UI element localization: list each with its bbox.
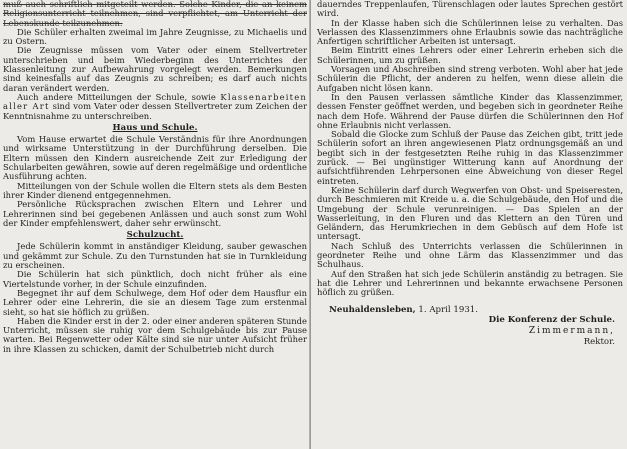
mitteilungen-part-a: Auch andere Mitteilungen der Schule, sowie bbox=[17, 91, 216, 102]
struck-religion-paragraph: muß auch schriftlich mitgeteilt werden. Solche Kinder, die an keinem Religionsunterricht teilnehmen, sind verpflichtet, am Unterricht der Lebenskunde teilzunehmen. bbox=[3, 0, 307, 28]
paragraph-schluss: Nach Schluß des Unterrichts verlassen die Schülerinnen in geordneter Reihe und ohne Lärm das Klassenzimmer und das Schulhaus. bbox=[317, 240, 623, 270]
signature-conference: Die Konferenz der Schule. bbox=[488, 314, 615, 325]
left-page bbox=[0, 0, 311, 449]
paragraph-pausen: In den Pausen verlassen sämtliche Kinder das Klassenzimmer, dessen Fenster geöffnet werden, und begeben sich in geordneter Reihe nach dem Hofe. Während der Pause dürfen die Schülerinnen den Hof ohne Erlaubnis nicht verlassen. bbox=[317, 91, 623, 130]
mitteilungen-spaced-phrase: Klassenarbeiten aller Art bbox=[3, 91, 307, 112]
paragraph-glocke: Sobald die Glocke zum Schluß der Pause das Zeichen gibt, tritt jede Schülerin sofort an ihren angewiesenen Platz ordnungsgemäß an und begibt sich in der festgesetzten Reihe ruhig in das Klassenzimmer zurück. — Bei ungünstiger Witterung kann auf Anordnung der aufsichtführenden Lehrpersonen eine Abweichung von dieser Regel eintreten. bbox=[317, 129, 623, 186]
signature-name: Zimmermann, bbox=[528, 325, 615, 336]
signature-title: Rektor. bbox=[583, 336, 615, 347]
right-column-text bbox=[317, 0, 623, 348]
right-page bbox=[311, 0, 627, 449]
mitteilungen-part-b: sind vom Vater oder dessen Stellvertreter zum Zeichen der Kenntnisnahme zu unterschreiben. bbox=[3, 101, 307, 121]
paragraph-zucht-4: Haben die Kinder erst in der 2. oder einer anderen späteren Stunde Unterricht, müssen sie ruhig vor dem Schulgebäude bis zur Pause warten. Bei Regenwetter oder Kälte sind sie nur unter Aufsicht früher in ihre Klassen zu schicken, damit der Schulbetrieb nicht durch bbox=[3, 315, 307, 354]
paragraph-zucht-1: Jede Schülerin kommt in anständiger Kleidung, sauber gewaschen und gekämmt zur Schule. Zu den Turnstunden hat sie in Turnkleidung zu erscheinen. bbox=[3, 241, 307, 271]
paragraph-unterschrift: Die Zeugnisse müssen vom Vater oder einem Stellvertreter unterschrieben und beim Wiederbeginn des Unterrichtes der Klassenleitung zur Aufbewahrung vorgelegt werden. Bemerkungen sind keinesfalls auf das Zeugnis zu schreiben; es darf auch nichts daran verändert werden. bbox=[3, 45, 307, 93]
paragraph-eintritt: Beim Eintritt eines Lehrers oder einer Lehrerin erheben sich die Schülerinnen, um zu grüßen. bbox=[317, 45, 623, 65]
heading-schulzucht: Schulzucht. bbox=[126, 230, 184, 241]
paragraph-klasse: In der Klasse haben sich die Schülerinnen leise zu verhalten. Das Verlassen des Klassenzimmers ohne Erlaubnis sowie das nachträgliche Anfertigen schriftlicher Arbeiten ist untersagt. bbox=[317, 17, 623, 47]
signature-block bbox=[317, 315, 623, 348]
paragraph-verunreinigen: Keine Schülerin darf durch Wegwerfen von Obst- und Speiseresten, durch Beschmieren mit Kreide u. a. die Schulgebäude, den Hof und die Umgebung der Schule verunreinigen. — Das Spielen an der Wasserleitung, in den Fluren und das Klettern an den Türen und Geländern, das Herumkriechen in dem Gebüsch auf dem Hofe ist untersagt. bbox=[317, 184, 623, 242]
paragraph-mitteilungen bbox=[3, 93, 307, 121]
paragraph-haus-3: Persönliche Rücksprachen zwischen Eltern und Lehrer und Lehrerinnen sind bei gegebenen Anlässen und auch sonst zum Wohl der Kinder empfehlenswert, daher sehr erwünscht. bbox=[3, 199, 307, 228]
paragraph-haus-2: Mitteilungen von der Schule wollen die Eltern stets als dem Besten ihrer Kinder dienend entgegennehmen. bbox=[3, 180, 307, 200]
paragraph-zucht-3: Begegnet ihr auf dem Schulwege, dem Hof oder dem Hausflur ein Lehrer oder eine Lehrerin, die sie an diesem Tage zum erstenmal sieht, so hat sie höflich zu grüßen. bbox=[3, 287, 307, 317]
place-name: Neuhaldensleben, bbox=[329, 304, 416, 315]
paragraph-zeugnisse: Die Schüler erhalten zweimal im Jahre Zeugnisse, zu Michaelis und zu Ostern. bbox=[3, 26, 307, 47]
left-column-text bbox=[3, 0, 307, 354]
paragraph-strassen: Auf den Straßen hat sich jede Schülerin anständig zu betragen. Sie hat die Lehrer und Lehrerinnen und bekannte erwachsene Personen höflich zu grüßen. bbox=[317, 268, 623, 298]
paragraph-continuation: dauerndes Treppenlaufen, Türenschlagen oder lautes Sprechen gestört wird. bbox=[317, 0, 623, 19]
paragraph-vorsagen: Vorsagen und Abschreiben sind streng verboten. Wohl aber hat jede Schülerin die Pflicht, der anderen zu helfen, wenn diese allein die Aufgaben nicht lösen kann. bbox=[317, 64, 623, 93]
date: 1. April 1931. bbox=[418, 304, 478, 315]
place-date-line bbox=[317, 306, 623, 315]
paragraph-haus-1: Vom Hause erwartet die Schule Verständnis für ihre Anordnungen und wirksame Unterstützung in der Durchführung derselben. Die Eltern müssen den Kindern ausreichende Zeit zur Erledigung der Schularbeiten gewähren, sowie auf deren regelmäßige und ordentliche Ausführung achten. bbox=[3, 134, 307, 182]
paragraph-zucht-2: Die Schülerin hat sich pünktlich, doch nicht früher als eine Viertelstunde vorher, in der Schule einzufinden. bbox=[3, 269, 307, 289]
heading-haus-und-schule: Haus und Schule. bbox=[112, 122, 198, 133]
